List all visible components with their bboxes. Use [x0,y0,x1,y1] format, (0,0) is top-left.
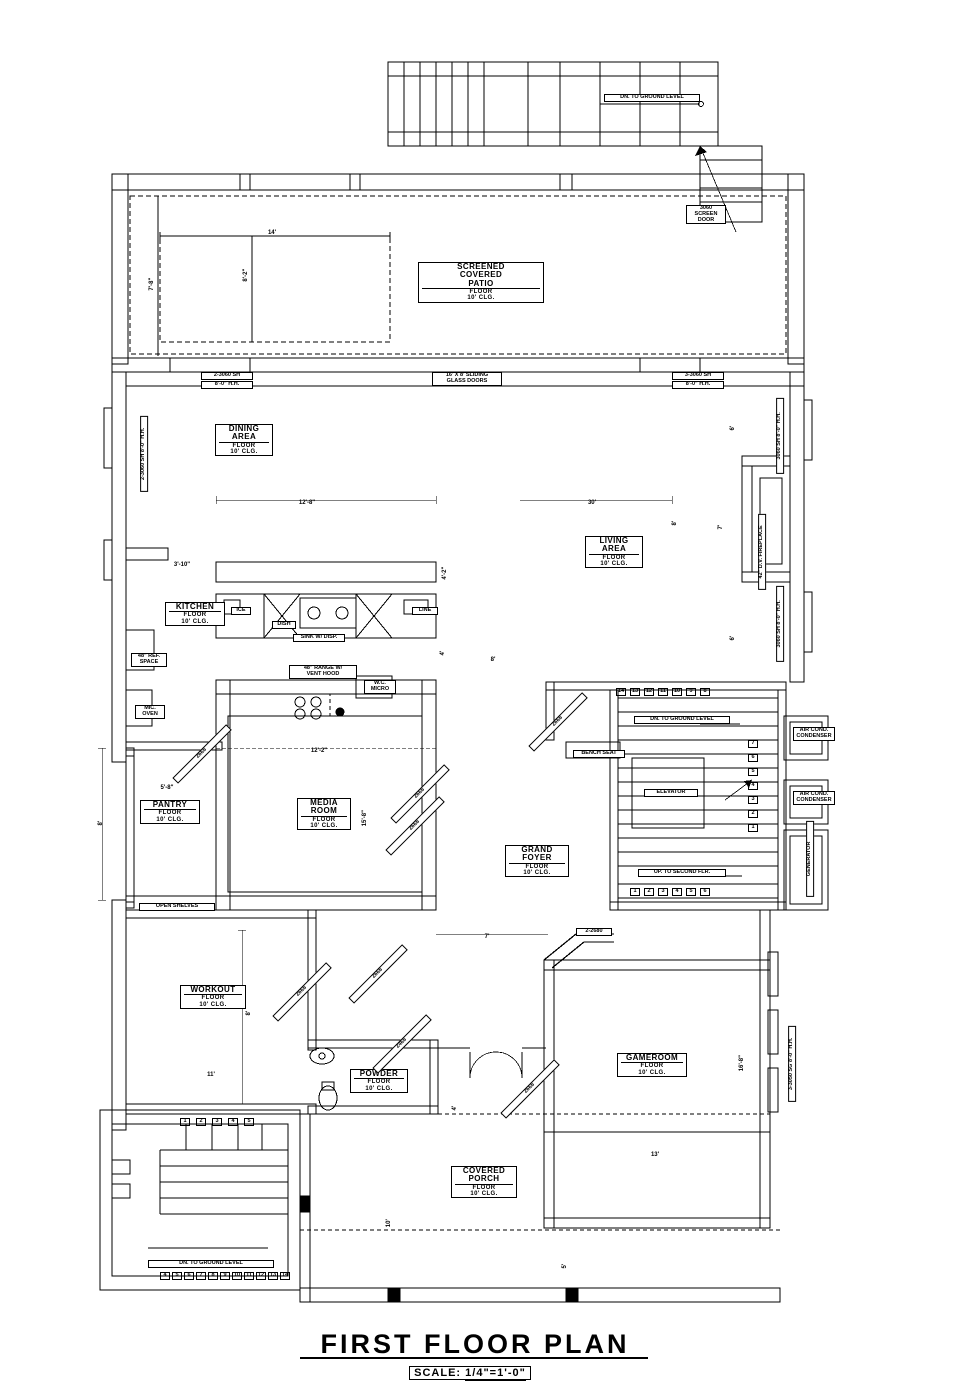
room-label-dining-area: DINING AREA FLOOR 10' CLG. [215,424,273,456]
annotation-2668: 2668 [500,1059,559,1118]
dimension-6: 7' [717,524,724,530]
stair-tread-mid-3: 3 [658,888,668,896]
stair-tread-lower-14: 14 [282,1272,289,1278]
annotation-3-3060-sh: 3-3060 SH [672,372,724,380]
annotation-bench-seat: BENCH SEAT [573,750,625,758]
stair-tread-top-12: 12 [646,688,653,694]
stair-tread-mid-6: 6 [700,888,710,896]
scale-label: SCALE: [414,1367,462,1379]
stair-tread-right-7: 7 [748,740,758,748]
annotation-dn-to-ground-level: DN. TO GROUND LEVEL [148,1260,274,1268]
annotation-2-3060-sh: 2-3060 SH [201,372,253,380]
annotation-dish: DISH [272,621,296,629]
stair-tread-top-11: 11 [658,688,668,696]
room-label-grand-foyer: GRAND FOYER FLOOR 10' CLG. [505,845,569,877]
annotation-3060-sh-8-0-h-h: 3060 SH 8'-0" H.H. [776,398,784,474]
dimension-18: 8' [245,1010,252,1016]
dimension-23: 10' [385,1219,392,1228]
annotation-sink-w-disp: SINK W/ DISP. [293,634,345,642]
annotation-elevator: ELEVATOR [644,789,698,797]
stair-tread-mid-1: 1 [630,888,640,896]
stair-tread-porch-3: 3 [212,1118,222,1126]
dimension-15: 8' [97,820,104,826]
stair-tread-top-9: 9 [686,688,696,696]
annotation-2668: 2668 [172,724,231,783]
stair-tread-mid-5: 5 [686,888,696,896]
dimension-8: 4'-2" [441,566,448,580]
annotation-2668: 2668 [528,692,587,751]
dimension-16: 15'-8" [361,810,368,827]
room-label-screened-covered-patio: SCREENED COVERED PATIO FLOOR 10' CLG. [418,262,544,303]
dimension-11: 4' [439,650,446,656]
stair-tread-right-4: 4 [748,782,758,790]
annotation-mic-micro: W.C. MICRO [364,680,396,694]
stair-tread-lower-4: 4 [160,1272,170,1280]
dimension-10: 6' [729,635,736,641]
room-label-kitchen: KITCHEN FLOOR 10' CLG. [165,602,225,626]
equipment-box-0: AIR COND. CONDENSER [793,727,835,741]
room-label-covered-porch: COVERED PORCH FLOOR 10' CLG. [451,1166,517,1198]
dimension-24: 5' [561,1263,568,1269]
annotation-2468: 2468 [372,1014,431,1073]
annotation-2668: 2668 [272,962,331,1021]
room-label-powder: POWDER FLOOR 10' CLG. [350,1069,408,1093]
annotation-2668: 2668 [385,796,444,855]
stair-tread-right-3: 3 [748,796,758,804]
dimension-22: 13' [650,1152,660,1158]
dimension-0: 14' [267,230,277,236]
room-label-living-area: LIVING AREA FLOOR 10' CLG. [585,536,643,568]
stair-tread-right-1: 1 [748,824,758,832]
dimension-21: 16'-8" [738,1055,745,1072]
stair-tread-porch-2: 2 [196,1118,206,1126]
dimension-2: 7'-8" [148,277,155,291]
annotation-2-3060-sh-8-0-h-h: 2-3060 SH 8'-0" H.H. [140,416,148,492]
dimension-5: 8' [671,520,678,526]
stair-tread-lower-13: 13 [270,1272,277,1278]
annotation-48-range-w-vent-hood: 48" RANGE W/ VENT HOOD [289,665,357,679]
annotation-line: LINE [412,607,438,615]
annotation-3060-sh-8-0-h-h: 3060 SH 8'-0" H.H. [776,586,784,662]
dimension-20: 4' [451,1105,458,1111]
annotation-open-shelves: OPEN SHELVES [139,903,215,911]
sheet-title: FIRST FLOOR PLAN [320,1329,630,1359]
dimension-14: 5'-8" [160,785,174,791]
annotation-3-3050-sg-8-0-h-h: 3-3050 SG 8'-0" H.H. [788,1026,796,1102]
annotation-3060-screen-door: 3060 SCREEN DOOR [686,205,726,224]
stair-tread-top-10: 10 [674,688,681,694]
annotation-2668: 2668 [348,944,407,1003]
dimension-3: 12'-8" [298,500,316,506]
stair-tread-lower-11: 11 [244,1272,254,1280]
annotation-48-ref-space: 48" REF. SPACE [131,653,167,667]
annotation-generator: GENERATOR [806,821,814,897]
annotation-mic-oven: MIC. OVEN [135,705,165,719]
annotation-up-to-second-flr: UP. TO SECOND FLR. [638,869,726,877]
stair-tread-lower-9: 9 [220,1272,230,1280]
dimension-17: 7' [484,934,490,940]
stair-tread-lower-8: 8 [208,1272,218,1280]
dimension-7: 3'-10" [173,562,191,568]
sheet-scale [320,1364,620,1381]
dimension-13: 12'-2" [310,748,328,754]
scale-value: 1/4"=1'-0" [465,1367,526,1379]
stair-tread-top-14: 14 [618,688,625,694]
stair-tread-mid-2: 2 [644,888,654,896]
stair-tread-right-2: 2 [748,810,758,818]
stair-tread-lower-6: 6 [184,1272,194,1280]
equipment-box-1: AIR COND. CONDENSER [793,791,835,805]
stair-tread-top-8: 8 [700,688,710,696]
annotation-2668: 2668 [390,764,449,823]
stair-tread-porch-5: 5 [244,1118,254,1126]
stair-tread-right-5: 5 [748,768,758,776]
room-label-media-room: MEDIA ROOM FLOOR 10' CLG. [297,798,351,830]
annotation-42-d-v-fireplace: 42" D.V. FIREPLACE [758,514,766,590]
annotation-16-x-8-sliding-glass-doors: 16' X 8' SLIDING GLASS DOORS [432,372,502,386]
room-label-workout: WORKOUT FLOOR 10' CLG. [180,985,246,1009]
dimension-1: 8'-2" [242,268,249,282]
stair-tread-top-13: 13 [632,688,639,694]
dimension-19: 11' [207,1072,215,1078]
annotation-dn-to-ground-level: DN. TO GROUND LEVEL [634,716,730,724]
room-label-gameroom: GAMEROOM FLOOR 10' CLG. [617,1053,687,1077]
annotation-8-0-h-h: 8'-0" H.H. [201,381,253,389]
stair-tread-lower-7: 7 [196,1272,206,1280]
stair-tread-right-6: 6 [748,754,758,762]
dimension-12: 8' [490,657,496,663]
annotation-8-0-h-h: 8'-0" H.H. [672,381,724,389]
room-label-pantry: PANTRY FLOOR 10' CLG. [140,800,200,824]
stair-tread-lower-12: 12 [258,1272,265,1278]
stair-tread-porch-1: 1 [180,1118,190,1126]
stair-tread-lower-10: 10 [234,1272,241,1278]
stair-tread-mid-4: 4 [672,888,682,896]
annotation-ice: ICE [231,607,251,615]
stair-tread-porch-4: 4 [228,1118,238,1126]
dimension-9: 6' [729,425,736,431]
dimension-4: 30' [587,500,597,506]
annotation-dn-to-ground-level: DN. TO GROUND LEVEL [604,94,700,102]
annotation-2-2680: 2-2680 [576,928,612,936]
stair-tread-lower-5: 5 [172,1272,182,1280]
